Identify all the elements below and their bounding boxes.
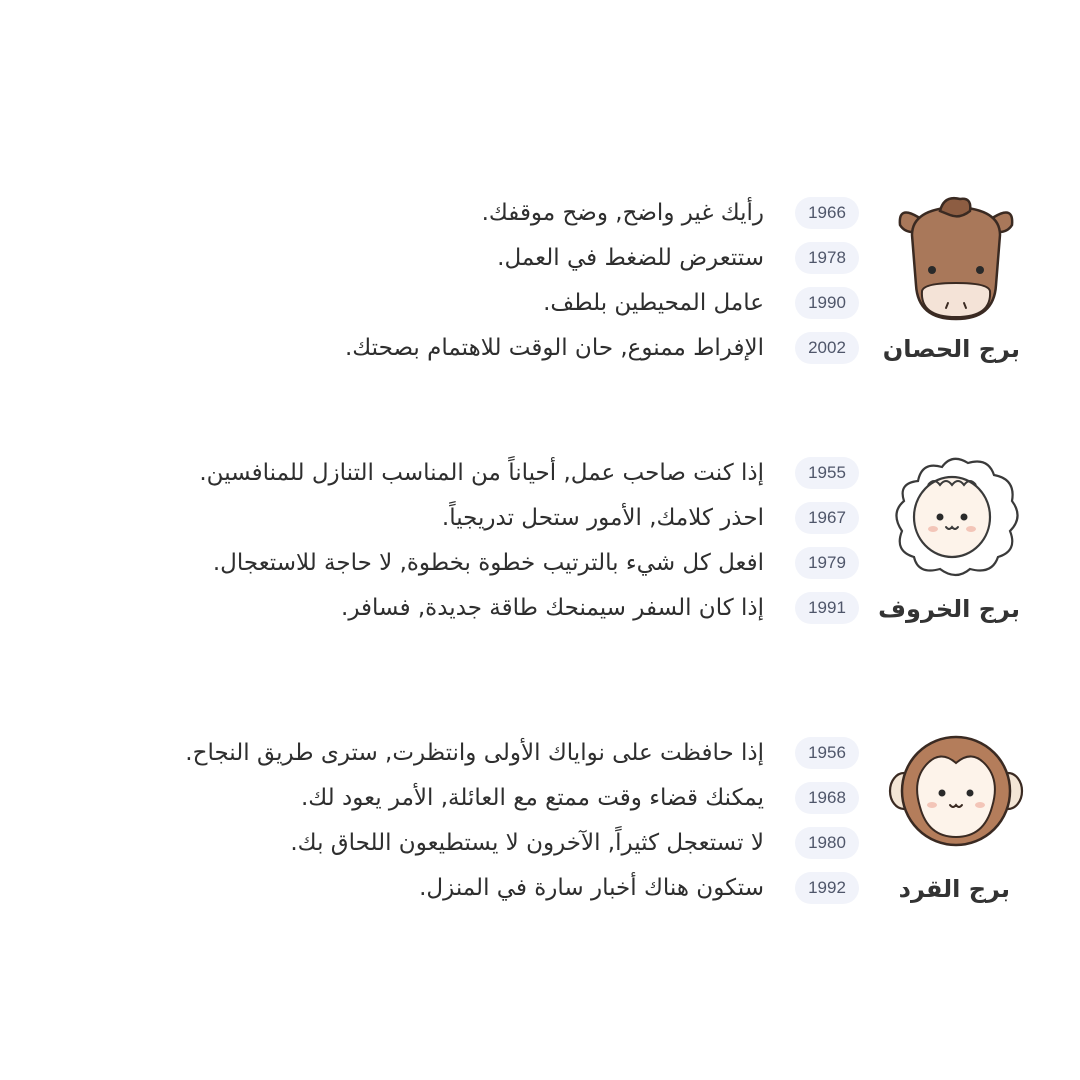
fortune-text: إذا كنت صاحب عمل, أحياناً من المناسب التنازل للمنافسين. [199,460,764,486]
fortune-row [0,457,1080,493]
year-badge: 1991 [795,592,859,624]
horse-section [0,195,1080,395]
fortune-row [0,502,1080,538]
year-badge: 1968 [795,782,859,814]
year-badge: 1990 [795,287,859,319]
year-badge: 2002 [795,332,859,364]
fortune-text: إذا حافظت على نواياك الأولى وانتظرت, سترى طريق النجاح. [185,740,764,766]
monkey-section [0,735,1080,935]
year-badge: 1956 [795,737,859,769]
fortune-row [0,287,1080,323]
fortune-text: ستتعرض للضغط في العمل. [497,245,764,271]
sign-title: برج الحصان [882,335,1020,363]
fortune-text: افعل كل شيء بالترتيب خطوة بخطوة, لا حاجة للاستعجال. [212,550,764,576]
fortune-text: احذر كلامك, الأمور ستحل تدريجياً. [441,505,764,531]
fortune-text: الإفراط ممنوع, حان الوقت للاهتمام بصحتك. [344,335,764,361]
fortune-text: ستكون هناك أخبار سارة في المنزل. [419,875,764,901]
fortune-row [0,827,1080,863]
sheep-section [0,455,1080,655]
fortune-text: يمكنك قضاء وقت ممتع مع العائلة, الأمر يعود لك. [300,785,764,811]
year-badge: 1978 [795,242,859,274]
year-badge: 1955 [795,457,859,489]
fortune-row [0,592,1080,628]
fortune-text: لا تستعجل كثيراً, الآخرون لا يستطيعون اللحاق بك. [290,830,764,856]
fortune-row [0,332,1080,368]
fortune-row [0,737,1080,773]
year-badge: 1966 [795,197,859,229]
sign-title: برج الخروف [878,595,1020,623]
fortune-text: عامل المحيطين بلطف. [543,290,764,316]
year-badge: 1980 [795,827,859,859]
fortune-row [0,782,1080,818]
fortune-text: إذا كان السفر سيمنحك طاقة جديدة, فسافر. [341,595,764,621]
year-badge: 1979 [795,547,859,579]
year-badge: 1967 [795,502,859,534]
fortune-row [0,197,1080,233]
sign-title: برج القرد [898,875,1010,903]
fortune-text: رأيك غير واضح, وضح موقفك. [481,200,764,226]
fortune-row [0,872,1080,908]
fortune-row [0,242,1080,278]
fortune-row [0,547,1080,583]
year-badge: 1992 [795,872,859,904]
